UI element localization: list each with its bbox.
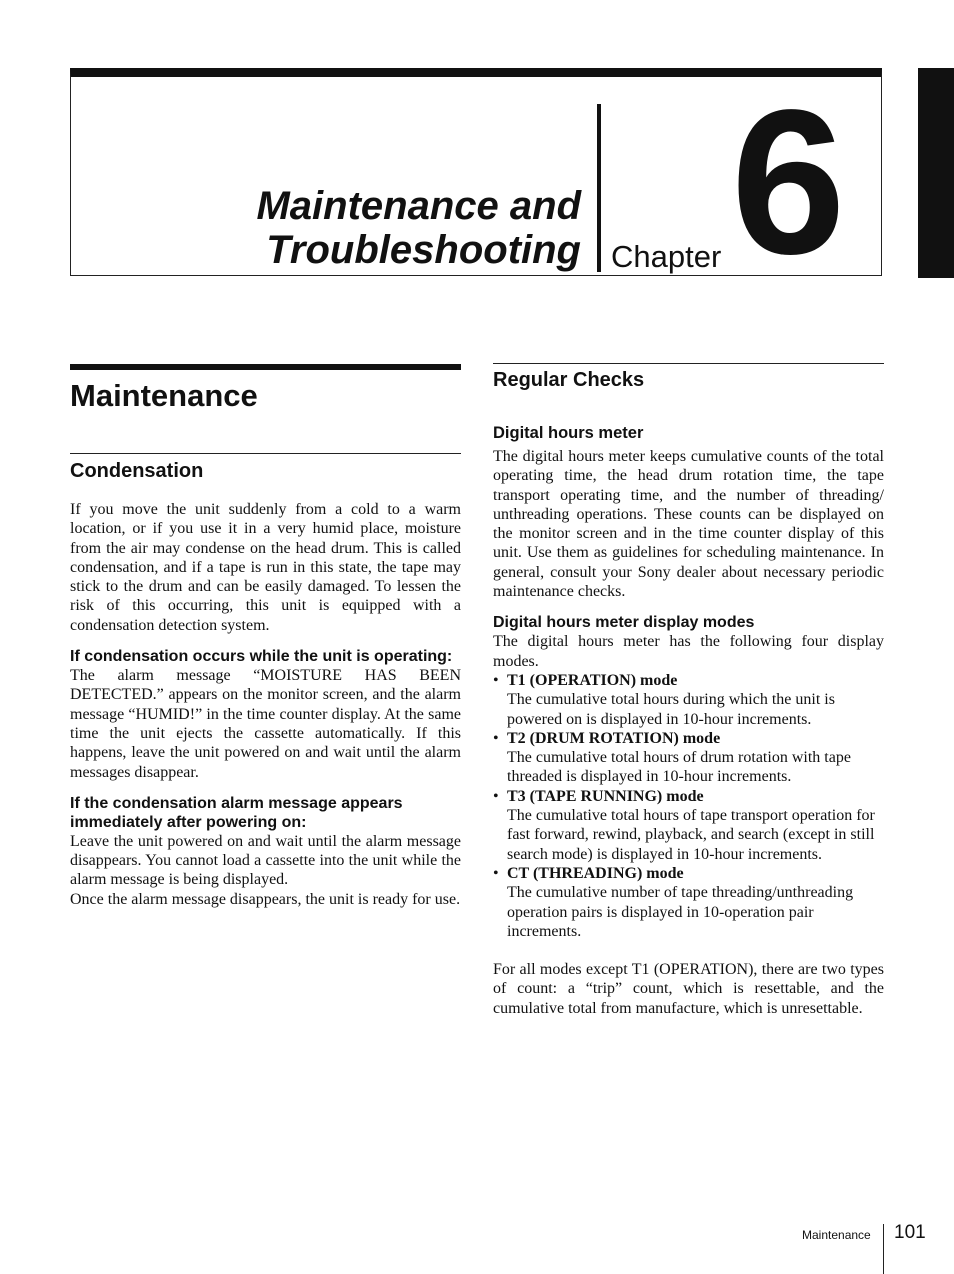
bullet: • <box>493 671 499 689</box>
case1-heading: If condensation occurs while the unit is operating: <box>70 648 453 666</box>
display-modes-intro: The digital hours meter has the following four display modes. <box>493 633 884 670</box>
chapter-side-tab <box>918 68 954 278</box>
right-column <box>493 363 884 1018</box>
subsection-title-condensation: Condensation <box>70 453 461 484</box>
mode-description: The cumulative number of tape threading/unthreading operation pairs is displayed in 10-operation pair increments. <box>507 884 854 940</box>
bullet: • <box>493 729 499 747</box>
chapter-title <box>256 184 581 272</box>
chapter-header <box>70 67 882 297</box>
chapter-number: 6 <box>731 67 846 297</box>
display-modes-list <box>493 671 884 941</box>
left-column <box>70 364 461 909</box>
modes-closing-text: For all modes except T1 (OPERATION), there are two types of count: a “trip” count, which is resettable, and the cumulative total from manufacture, which is unresettable. <box>493 961 884 1017</box>
mode-description: The cumulative total hours of tape transport operation for fast forward, rewind, playback, and search (except in still search mode) is displayed in 10-hour increments. <box>507 807 875 863</box>
section-title-maintenance: Maintenance <box>70 364 461 414</box>
case2-heading: If the condensation alarm message appears immediately after powering on: <box>70 794 403 831</box>
footer-section-label: Maintenance <box>802 1228 871 1242</box>
mode-title: T1 (OPERATION) mode <box>507 671 678 689</box>
case2-text-2: Once the alarm message disappears, the unit is ready for use. <box>70 890 461 908</box>
bullet: • <box>493 864 499 882</box>
list-item <box>493 787 884 864</box>
mode-title: CT (THREADING) mode <box>507 864 684 882</box>
chapter-divider <box>597 104 601 272</box>
mode-description: The cumulative total hours during which the unit is powered on is displayed in 10-hour increments. <box>507 691 835 728</box>
mode-description: The cumulative total hours of drum rotation with tape threaded is displayed in 10-hour increments. <box>507 749 851 786</box>
case1-text: The alarm message “MOISTURE HAS BEEN DETECTED.” appears on the monitor screen, and the alarm message “HUMID!” in the time counter display. At the same time the unit ejects the cassette automatically. If this happens, leave the unit powered on and wait until the alarm messages disappear. <box>70 667 461 781</box>
chapter-title-line2: Troubleshooting <box>266 228 581 272</box>
hours-meter-intro: The digital hours meter keeps cumulative counts of the total operating time, the head drum rotation time, the tape transport operating time, and the number of threading/ unthreading operations. These counts can be displayed on the monitor screen and in the time counter display of this unit. Use them as guidelines for scheduling maintenance. In general, consult your Sony dealer about necessary periodic maintenance checks. <box>493 448 884 601</box>
page-number: 101 <box>894 1222 926 1243</box>
section-title-regular-checks: Regular Checks <box>493 363 884 393</box>
subsection-title-hours-meter: Digital hours meter <box>493 424 644 442</box>
chapter-label: Chapter <box>611 239 722 274</box>
list-item <box>493 671 884 729</box>
condensation-intro: If you move the unit suddenly from a cold to a warm location, or if you use it in a very humid place, moisture from the air may condense on the head drum. This is called condensation, and if a tape is run in this state, the tape may stick to the drum and can be easily damaged. To lessen the risk of this occurring, this unit is equipped with a condensation detection system. <box>70 501 461 634</box>
footer-divider <box>883 1224 884 1274</box>
bullet: • <box>493 787 499 805</box>
chapter-title-line1: Maintenance and <box>256 184 581 228</box>
list-item <box>493 729 884 787</box>
case2-text-1: Leave the unit powered on and wait until the alarm message disappears. You cannot load a cassette into the unit while the alarm message is being displayed. <box>70 832 461 889</box>
mode-title: T3 (TAPE RUNNING) mode <box>507 787 704 805</box>
list-item <box>493 864 884 941</box>
display-modes-heading: Digital hours meter display modes <box>493 614 755 632</box>
mode-title: T2 (DRUM ROTATION) mode <box>507 729 721 747</box>
